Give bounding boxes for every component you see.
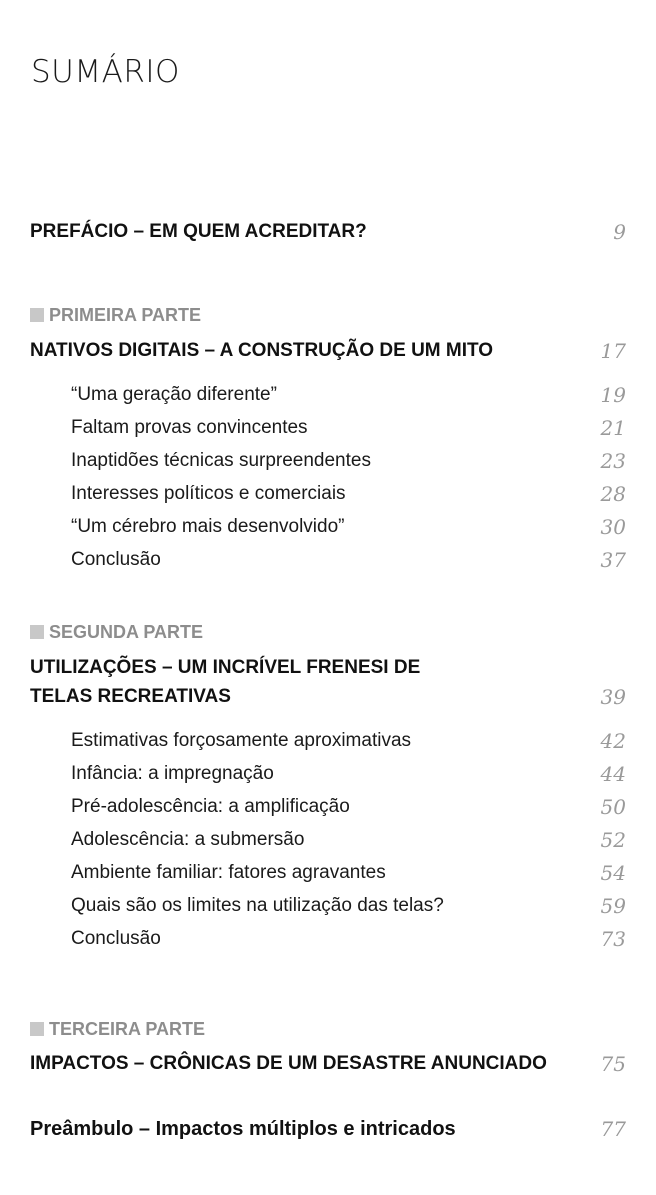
part-label-text: SEGUNDA PARTE bbox=[49, 622, 204, 642]
part-label-1 bbox=[30, 303, 201, 327]
toc-entry-page: 37 bbox=[600, 548, 626, 572]
toc-preamble-page: 77 bbox=[600, 1117, 626, 1141]
toc-preface-page: 9 bbox=[613, 220, 626, 244]
toc-entry[interactable]: “Um cérebro mais desenvolvido” bbox=[71, 516, 345, 537]
toc-part3-page: 75 bbox=[600, 1052, 626, 1076]
toc-entry[interactable]: Adolescência: a submersão bbox=[71, 829, 305, 850]
toc-part2-heading-line2[interactable]: TELAS RECREATIVAS bbox=[30, 686, 231, 707]
part-label-text: TERCEIRA PARTE bbox=[49, 1019, 206, 1039]
part-label-3 bbox=[30, 1017, 205, 1041]
toc-entry-page: 44 bbox=[600, 762, 626, 786]
toc-entry-page: 54 bbox=[600, 861, 626, 885]
toc-preface-heading[interactable]: PREFÁCIO – EM QUEM ACREDITAR? bbox=[30, 221, 367, 242]
toc-entry-page: 21 bbox=[600, 416, 626, 440]
toc-entry-page: 30 bbox=[600, 515, 626, 539]
toc-part1-page: 17 bbox=[600, 339, 626, 363]
toc-entry-page: 23 bbox=[600, 449, 626, 473]
toc-entry[interactable]: Conclusão bbox=[71, 928, 161, 949]
toc-entry[interactable]: Quais são os limites na utilização das telas? bbox=[71, 895, 444, 916]
toc-entry-page: 59 bbox=[600, 894, 626, 918]
part-label-2 bbox=[30, 620, 203, 644]
toc-part2-page: 39 bbox=[600, 685, 626, 709]
toc-part2-heading-line1[interactable]: UTILIZAÇÕES – UM INCRÍVEL FRENESI DE bbox=[30, 657, 421, 678]
part-square-icon bbox=[30, 1022, 44, 1036]
toc-entry-page: 28 bbox=[600, 482, 626, 506]
part-square-icon bbox=[30, 625, 44, 639]
toc-entry[interactable]: Ambiente familiar: fatores agravantes bbox=[71, 862, 386, 883]
toc-entry[interactable]: Interesses políticos e comerciais bbox=[71, 483, 346, 504]
toc-entry[interactable]: Estimativas forçosamente aproximativas bbox=[71, 730, 412, 751]
toc-preamble-heading[interactable]: Preâmbulo – Impactos múltiplos e intricados bbox=[30, 1118, 456, 1140]
toc-part1-heading[interactable]: NATIVOS DIGITAIS – A CONSTRUÇÃO DE UM MITO bbox=[30, 340, 494, 361]
toc-entry-page: 19 bbox=[600, 383, 626, 407]
toc-part3-heading[interactable]: IMPACTOS – CRÔNICAS DE UM DESASTRE ANUNCIADO bbox=[30, 1053, 547, 1074]
toc-entry-page: 73 bbox=[600, 927, 626, 951]
toc-entry[interactable]: “Uma geração diferente” bbox=[71, 384, 277, 405]
toc-entry[interactable]: Conclusão bbox=[71, 549, 161, 570]
toc-entry-page: 50 bbox=[600, 795, 626, 819]
toc-entry[interactable]: Infância: a impregnação bbox=[71, 763, 274, 784]
page-title: SUMÁRIO bbox=[31, 54, 180, 90]
part-square-icon bbox=[30, 308, 44, 322]
toc-entry-page: 42 bbox=[600, 729, 626, 753]
toc-entry[interactable]: Faltam provas convincentes bbox=[71, 417, 308, 438]
part-label-text: PRIMEIRA PARTE bbox=[49, 305, 202, 325]
toc-entry-page: 52 bbox=[600, 828, 626, 852]
toc-entry[interactable]: Pré-adolescência: a amplificação bbox=[71, 796, 350, 817]
toc-entry[interactable]: Inaptidões técnicas surpreendentes bbox=[71, 450, 371, 471]
